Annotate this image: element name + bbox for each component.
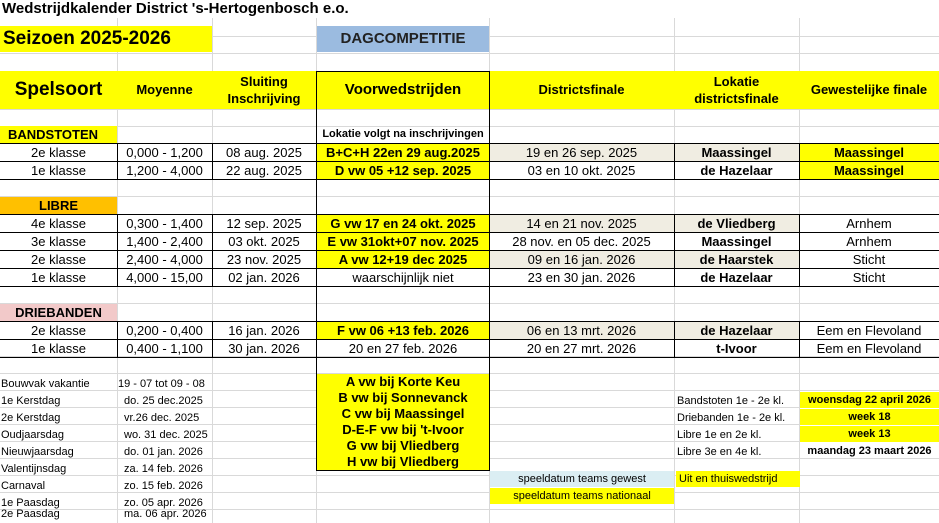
table-cell: 2,400 - 4,000 [126, 252, 203, 267]
table-cell: Eem en Flevoland [816, 341, 922, 356]
legend-nationaal: speeldatum teams nationaal [490, 488, 674, 504]
holiday-name: Carnaval [1, 480, 46, 492]
table-cell: Arnhem [846, 216, 892, 231]
table-cell: 0,300 - 1,400 [126, 216, 203, 231]
venue-item: C vw bij Maassingel [341, 406, 465, 421]
holiday-date: vr.26 dec. 2025 [124, 412, 200, 424]
holiday-date: 19 - 07 tot 09 - 08 [118, 378, 205, 390]
table-cell: de Hazelaar [700, 163, 773, 178]
holiday-date: za. 14 feb. 2026 [124, 463, 203, 475]
table-cell: 1e klasse [31, 270, 86, 285]
table-cell: Sticht [852, 270, 886, 285]
holiday-date: wo. 31 dec. 2025 [124, 429, 208, 441]
legend-gewest: speeldatum teams gewest [490, 471, 674, 487]
table-cell: Maassingel [701, 234, 772, 249]
table-cell: de Haarstek [674, 251, 799, 268]
bandstoten-note: Lokatie volgt na inschrijvingen [322, 128, 484, 140]
section-bandstoten: BANDSTOTEN [0, 126, 117, 143]
team-label: Libre 1e en 2e kl. [677, 429, 762, 441]
table-cell: 0,200 - 0,400 [126, 323, 203, 338]
team-date: woensdag 22 april 2026 [800, 392, 939, 408]
table-cell: t-Ivoor [716, 341, 757, 356]
table-cell: 1e klasse [31, 341, 86, 356]
table-cell: Maassingel [799, 162, 939, 179]
team-label: Libre 3e en 4e kl. [677, 446, 762, 458]
table-cell: 2e klasse [31, 145, 86, 160]
table-cell: Maassingel [674, 144, 799, 161]
table-cell: Arnhem [846, 234, 892, 249]
team-date: week 18 [800, 409, 939, 425]
header-spelsoort: Spelsoort [14, 79, 103, 100]
table-cell: 2e klasse [31, 323, 86, 338]
table-cell: 22 aug. 2025 [226, 163, 302, 178]
holiday-name: 1e Kerstdag [1, 395, 61, 407]
table-cell: A vw 12+19 dec 2025 [317, 251, 489, 268]
holiday-name: 1e Paasdag [1, 497, 60, 509]
table-cell: E vw 31okt+07 nov. 2025 [317, 233, 489, 250]
table-cell: 02 jan. 2026 [228, 270, 300, 285]
table-cell: 03 okt. 2025 [228, 234, 300, 249]
section-driebanden: DRIEBANDEN [0, 304, 117, 321]
header-voorwedstrijden: Voorwedstrijden [344, 81, 462, 98]
season-label: Seizoen 2025-2026 [0, 26, 212, 52]
venue-item: D-E-F vw bij 't-Ivoor [342, 422, 464, 437]
table-cell: G vw 17 en 24 okt. 2025 [317, 215, 489, 232]
venue-item: G vw bij Vliedberg [346, 438, 460, 453]
table-cell: de Vliedberg [674, 215, 799, 232]
table-cell: 14 en 21 nov. 2025 [489, 215, 674, 232]
table-cell: 23 nov. 2025 [226, 252, 302, 267]
header-districtsfinale: Districtsfinale [538, 82, 625, 97]
holiday-date: ma. 06 apr. 2026 [124, 508, 207, 520]
header-lokatie-2: districtsfinale [694, 91, 779, 106]
venue-item: B vw bij Sonnevanck [338, 390, 468, 405]
holiday-date: do. 25 dec.2025 [124, 395, 203, 407]
table-cell: 08 aug. 2025 [226, 145, 302, 160]
table-cell: 4,000 - 15,00 [126, 270, 203, 285]
legend-thuis: Uit en thuiswedstrijd [676, 471, 800, 487]
competition-badge: DAGCOMPETITIE [317, 26, 489, 52]
page-title: Wedstrijdkalender District 's-Hertogenbosch e.o. [2, 0, 349, 17]
holiday-name: Bouwvak vakantie [1, 378, 90, 390]
table-cell: 20 en 27 mrt. 2026 [526, 341, 637, 356]
holiday-name: 2e Kerstdag [1, 412, 61, 424]
header-sluiting-1: Sluiting [240, 74, 288, 89]
table-cell: Eem en Flevoland [816, 323, 922, 338]
team-date: week 13 [800, 426, 939, 442]
table-cell: D vw 05 +12 sep. 2025 [317, 162, 489, 179]
holiday-name: Oudjaarsdag [1, 429, 64, 441]
venue-item: H vw bij Vliedberg [347, 454, 459, 469]
header-gewestelijke: Gewestelijke finale [810, 82, 928, 97]
holiday-name: Nieuwjaarsdag [1, 446, 74, 458]
table-cell: 0,400 - 1,100 [126, 341, 203, 356]
table-cell: 1,400 - 2,400 [126, 234, 203, 249]
team-date: maandag 23 maart 2026 [807, 445, 932, 457]
table-cell: 19 en 26 sep. 2025 [489, 144, 674, 161]
table-cell: de Hazelaar [700, 270, 773, 285]
table-cell: de Hazelaar [674, 322, 799, 339]
holiday-name: 2e Paasdag [1, 508, 60, 520]
table-cell: F vw 06 +13 feb. 2026 [317, 322, 489, 339]
header-sluiting-2: Inschrijving [227, 91, 301, 106]
table-cell: 03 en 10 okt. 2025 [527, 163, 636, 178]
table-cell: 1,200 - 4,000 [126, 163, 203, 178]
header-lokatie-1: Lokatie [713, 74, 760, 89]
table-cell: 23 en 30 jan. 2026 [527, 270, 636, 285]
table-cell: 20 en 27 feb. 2026 [348, 341, 458, 356]
holiday-date: do. 01 jan. 2026 [124, 446, 203, 458]
table-cell: waarschijnlijk niet [352, 270, 454, 285]
table-cell: Maassingel [799, 144, 939, 161]
venue-item: A vw bij Korte Keu [345, 374, 461, 389]
table-cell: 06 en 13 mrt. 2026 [489, 322, 674, 339]
table-cell: 4e klasse [31, 216, 86, 231]
table-cell: 3e klasse [31, 234, 86, 249]
table-cell: B+C+H 22en 29 aug.2025 [317, 144, 489, 161]
table-cell: 28 nov. en 05 dec. 2025 [512, 234, 651, 249]
table-cell: 16 jan. 2026 [228, 323, 300, 338]
table-cell: 1e klasse [31, 163, 86, 178]
table-cell: 12 sep. 2025 [226, 216, 302, 231]
team-label: Driebanden 1e - 2e kl. [677, 412, 786, 424]
holiday-name: Valentijnsdag [1, 463, 67, 475]
team-label: Bandstoten 1e - 2e kl. [677, 395, 785, 407]
header-moyenne: Moyenne [136, 82, 193, 97]
table-cell: 09 en 16 jan. 2026 [489, 251, 674, 268]
table-cell: 0,000 - 1,200 [126, 145, 203, 160]
table-cell: Sticht [852, 252, 886, 267]
table-cell: 30 jan. 2026 [228, 341, 300, 356]
section-libre: LIBRE [0, 197, 117, 214]
table-cell: 2e klasse [31, 252, 86, 267]
holiday-date: zo. 05 apr. 2026 [124, 497, 203, 509]
holiday-date: zo. 15 feb. 2026 [124, 480, 203, 492]
